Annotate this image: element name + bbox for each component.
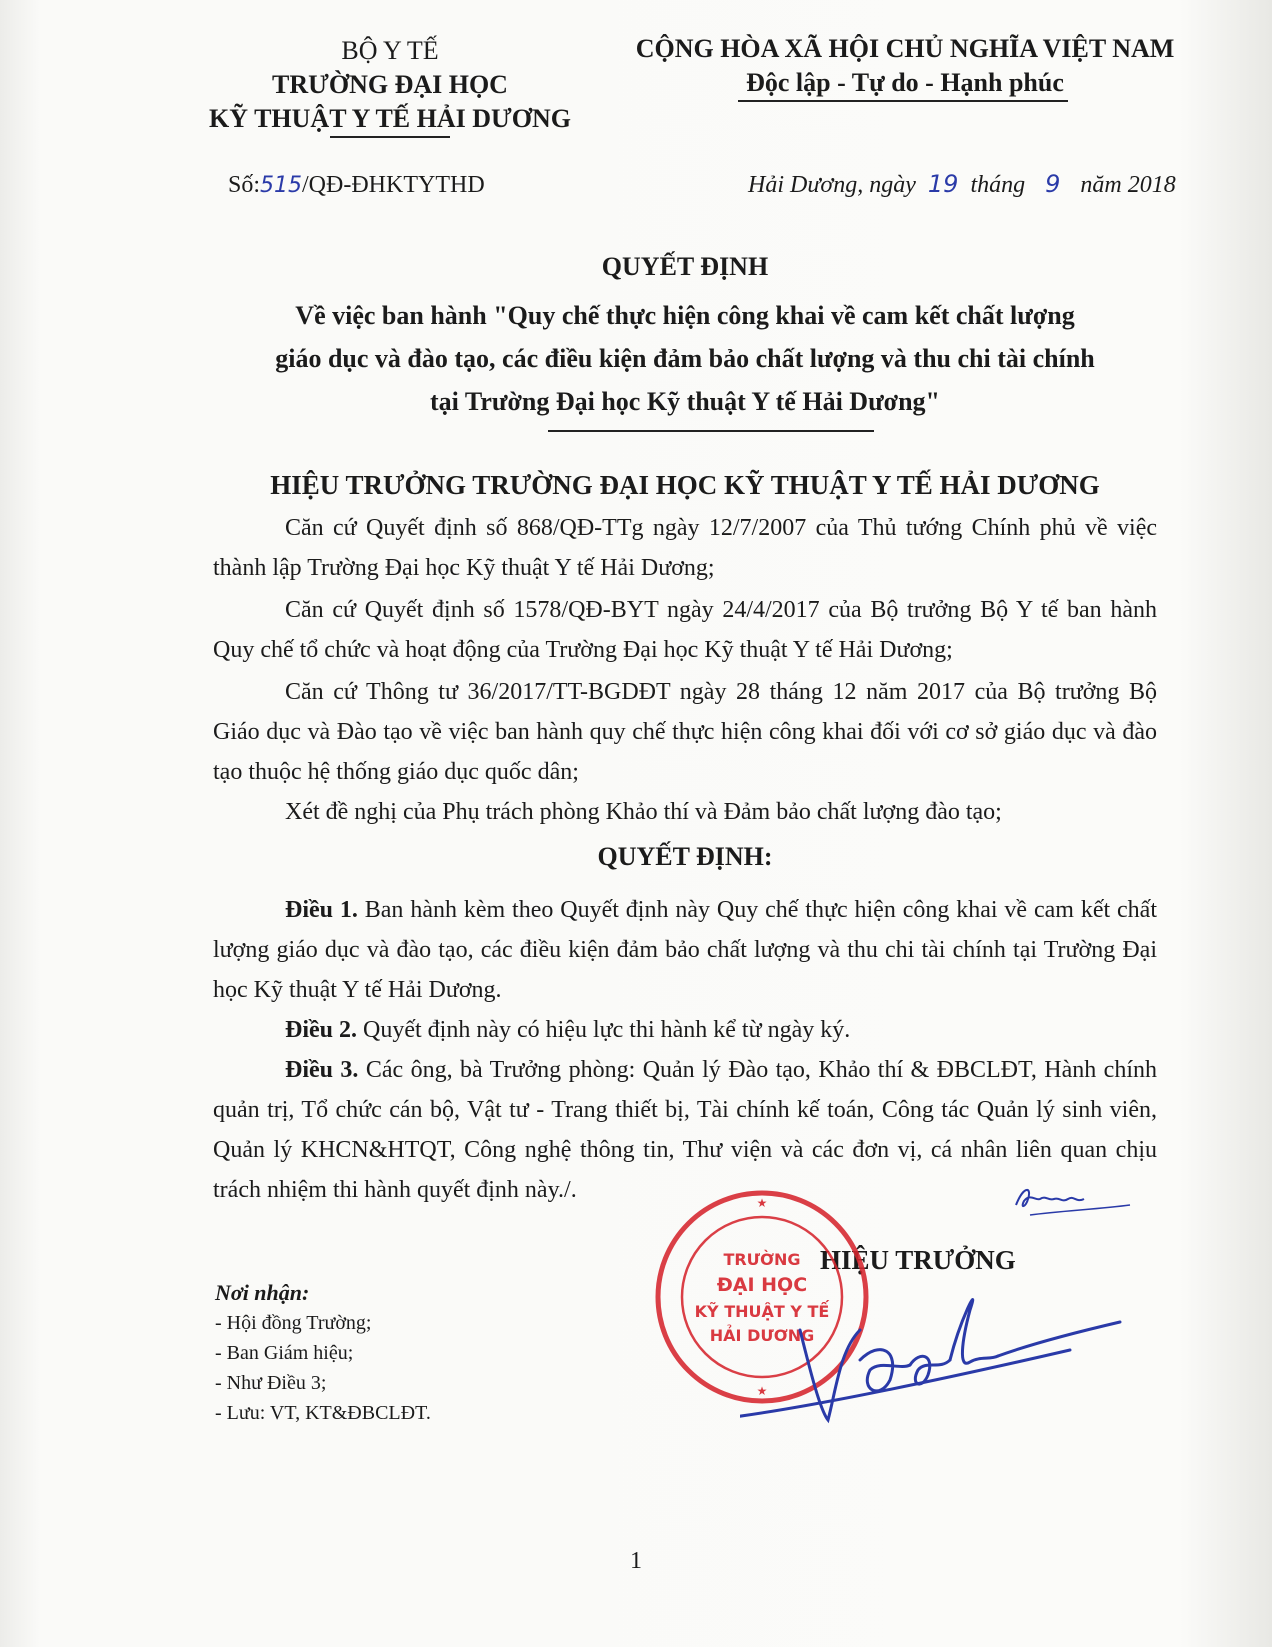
motto-underline xyxy=(738,100,1068,102)
signer-title: HIỆU TRƯỞNG xyxy=(820,1245,1016,1275)
seal-line-1: TRƯỜNG xyxy=(723,1250,801,1269)
articles xyxy=(213,890,1157,1210)
issuing-authority: HIỆU TRƯỞNG TRƯỜNG ĐẠI HỌC KỸ THUẬT Y TẾ HẢI DƯƠNG xyxy=(270,470,1100,500)
seal-line-4: HẢI DƯƠNG xyxy=(709,1326,815,1345)
page-number: 1 xyxy=(630,1548,642,1574)
motto: Độc lập - Tự do - Hạnh phúc xyxy=(746,68,1064,97)
recipient-item: - Hội đồng Trường; xyxy=(215,1312,372,1334)
subject-line-3: tại Trường Đại học Kỹ thuật Y tế Hải Dương" xyxy=(430,387,940,416)
document-subject xyxy=(180,294,1190,423)
handwritten-month: 9 xyxy=(1045,170,1061,198)
article-3: Điều 3. Các ông, bà Trưởng phòng: Quản lý Đào tạo, Khảo thí & ĐBCLĐT, Hành chính quản trị, Tổ chức cán bộ, Vật tư - Trang thiết bị, Tài chính kế toán, Công tác Quản lý sinh viên, Quản lý KHCN&HTQT, Công nghệ thông tin, Thư viện và các đơn vị, cá nhân liên quan chịu trách nhiệm thi hành quyết định này./. xyxy=(213,1057,1157,1203)
recipient-item: - Như Điều 3; xyxy=(215,1372,327,1394)
subject-line-2: giáo dục và đào tạo, các điều kiện đảm bảo chất lượng và thu chi tài chính xyxy=(275,344,1095,373)
seal-line-2: ĐẠI HỌC xyxy=(716,1274,808,1296)
seal-line-3: KỸ THUẬT Y TẾ xyxy=(694,1302,830,1321)
decision-heading: QUYẾT ĐỊNH: xyxy=(597,842,773,871)
title-underline xyxy=(548,430,874,432)
handwritten-number: 515 xyxy=(260,173,303,198)
article-2: Điều 2. Quyết định này có hiệu lực thi hành kể từ ngày ký. xyxy=(285,1017,851,1043)
school-name-line2: KỸ THUẬT Y TẾ HẢI DƯƠNG xyxy=(209,104,571,133)
issuer-block xyxy=(190,34,590,136)
recipients-block xyxy=(215,1278,431,1428)
signature xyxy=(740,1270,1140,1470)
document-title: QUYẾT ĐỊNH xyxy=(601,252,769,281)
ground-item: Xét đề nghị của Phụ trách phòng Khảo thí và Đảm bảo chất lượng đào tạo; xyxy=(285,799,1002,825)
ministry-name: BỘ Y TẾ xyxy=(341,36,439,65)
document-number: Số:515/QĐ-ĐHKTYTHD xyxy=(228,172,485,198)
legal-grounds xyxy=(213,508,1157,832)
svg-text:★: ★ xyxy=(756,1196,768,1210)
issuer-underline xyxy=(330,136,450,138)
article-1: Điều 1. Ban hành kèm theo Quyết định này Quy chế thực hiện công khai về cam kết chất lượng giáo dục và đào tạo, các điều kiện đảm bảo chất lượng và thu chi tài chính tại Trường Đại học Kỹ thuật Y tế Hải Dương. xyxy=(213,897,1157,1003)
country-name: CỘNG HÒA XÃ HỘI CHỦ NGHĨA VIỆT NAM xyxy=(635,34,1175,63)
recipients-heading: Nơi nhận: xyxy=(215,1280,310,1305)
document-date: Hải Dương, ngày 19 tháng 9 năm 2018 xyxy=(748,170,1176,198)
national-motto-block xyxy=(610,32,1200,100)
ground-item: Căn cứ Quyết định số 1578/QĐ-BYT ngày 24/4/2017 của Bộ trưởng Bộ Y tế ban hành Quy chế tổ chức và hoạt động của Trường Đại học Kỹ thuật Y tế Hải Dương; xyxy=(213,597,1157,663)
ground-item: Căn cứ Thông tư 36/2017/TT-BGDĐT ngày 28 tháng 12 năm 2017 của Bộ trưởng Bộ Giáo dục và Đào tạo về việc ban hành quy chế thực hiện công khai đối với cơ sở giáo dục và đào tạo thuộc hệ thống giáo dục quốc dân; xyxy=(213,679,1157,785)
initials-mark xyxy=(1010,1175,1140,1225)
school-name-line1: TRƯỜNG ĐẠI HỌC xyxy=(272,70,508,99)
recipient-item: - Lưu: VT, KT&ĐBCLĐT. xyxy=(215,1402,431,1424)
ground-item: Căn cứ Quyết định số 868/QĐ-TTg ngày 12/7/2007 của Thủ tướng Chính phủ về việc thành lập Trường Đại học Kỹ thuật Y tế Hải Dương; xyxy=(213,515,1157,581)
subject-line-1: Về việc ban hành "Quy chế thực hiện công khai về cam kết chất lượng xyxy=(295,301,1075,330)
recipient-item: - Ban Giám hiệu; xyxy=(215,1342,354,1364)
seal-star-icon: ★ xyxy=(756,1384,768,1398)
handwritten-day: 19 xyxy=(927,170,959,198)
